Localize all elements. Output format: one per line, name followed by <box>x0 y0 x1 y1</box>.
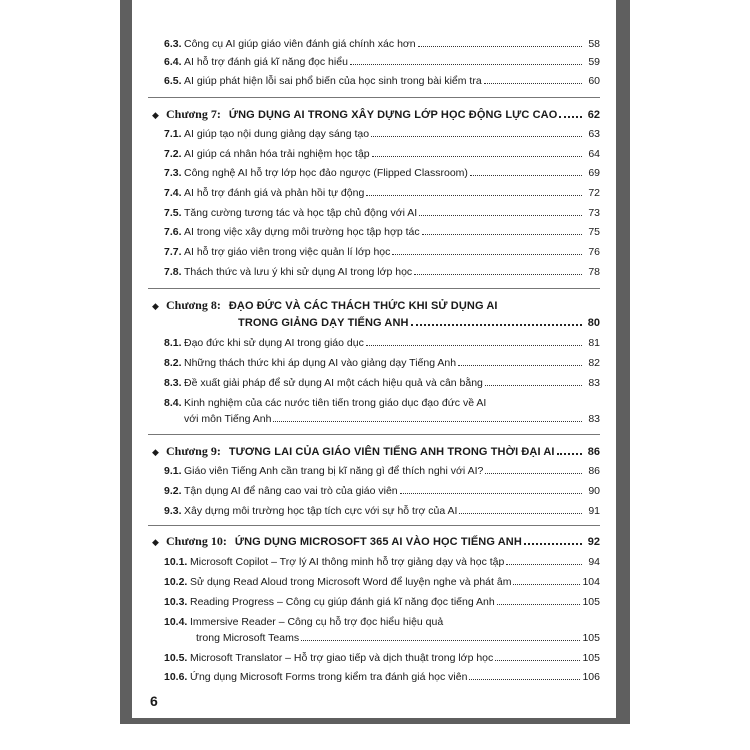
toc-title: AI giúp tạo nội dung giảng dạy sáng tạo <box>184 128 370 140</box>
toc-entry-6-5 <box>164 74 600 88</box>
toc-entry-7-3 <box>164 166 600 180</box>
page-shadow-left <box>120 0 132 720</box>
toc-page: 106 <box>582 671 600 683</box>
toc-chapter-10 <box>152 534 600 549</box>
chapter-title: TƯƠNG LAI CỦA GIÁO VIÊN TIẾNG ANH TRONG THỜI ĐẠI AI <box>228 446 555 458</box>
toc-number: 7.5. <box>164 207 182 219</box>
toc-entry-10-1 <box>164 555 600 569</box>
toc-title: AI hỗ trợ đánh giá kĩ năng đọc hiểu <box>184 56 348 68</box>
toc-entry-9-3 <box>164 504 600 518</box>
dot-leader <box>400 492 582 494</box>
toc-page: 104 <box>582 576 600 588</box>
section-divider <box>148 525 600 526</box>
toc-number: 8.3. <box>164 377 182 389</box>
toc-chapter-9 <box>152 444 600 459</box>
toc-entry-10-3 <box>164 595 600 609</box>
toc-title: Ứng dụng Microsoft Forms trong kiểm tra đánh giá học viên <box>190 671 468 683</box>
toc-entry-8-1 <box>164 336 600 350</box>
toc-entry-7-7 <box>164 245 600 259</box>
chapter-page: 80 <box>587 317 600 329</box>
toc-title: Immersive Reader – Công cụ hỗ trợ đọc hiểu hiệu quả <box>190 616 444 628</box>
toc-title: Tận dụng AI để nâng cao vai trò của giáo viên <box>184 485 398 497</box>
toc-number: 8.4. <box>164 397 182 409</box>
dot-leader <box>366 194 582 196</box>
dot-leader <box>484 82 582 84</box>
toc-page: 105 <box>582 596 600 608</box>
toc-page: 63 <box>588 128 600 140</box>
toc-number: 10.3. <box>164 596 188 608</box>
toc-title-line2: với môn Tiếng Anh <box>184 413 272 425</box>
toc-title: AI hỗ trợ giáo viên trong việc quản lí lớp học <box>184 246 391 258</box>
dot-leader <box>392 253 582 255</box>
toc-title: Giáo viên Tiếng Anh cần trang bị kĩ năng gì để thích nghi với AI? <box>184 465 484 477</box>
section-divider <box>148 288 600 289</box>
chapter-label: Chương 8: <box>166 298 221 312</box>
toc-title: AI trong việc xây dựng môi trường học tập hợp tác <box>184 226 420 238</box>
diamond-bullet-icon: ◆ <box>152 110 159 120</box>
dot-leader <box>414 273 582 275</box>
toc-title: Công cụ AI giúp giáo viên đánh giá chính xác hơn <box>184 38 416 50</box>
toc-number: 7.2. <box>164 148 182 160</box>
toc-title: Xây dựng môi trường học tập tích cực với sự hỗ trợ của AI <box>184 505 458 517</box>
toc-page: 64 <box>588 148 600 160</box>
toc-page: 83 <box>588 413 600 425</box>
toc-page: 86 <box>588 465 600 477</box>
dot-leader <box>371 135 582 137</box>
toc-page: 72 <box>588 187 600 199</box>
chapter-title: ỨNG DỤNG AI TRONG XÂY DỰNG LỚP HỌC ĐỘNG LỰC CAO <box>228 109 558 121</box>
toc-entry-8-2 <box>164 356 600 370</box>
toc-title: Reading Progress – Công cụ giúp đánh giá kĩ năng đọc tiếng Anh <box>190 596 495 608</box>
chapter-page: 86 <box>587 446 600 458</box>
toc-entry-6-4 <box>164 55 600 69</box>
toc-entry-9-1 <box>164 464 600 478</box>
toc-title: Đạo đức khi sử dụng AI trong giáo dục <box>184 337 364 349</box>
toc-entry-9-2 <box>164 484 600 498</box>
toc-title: Công nghệ AI hỗ trợ lớp học đảo ngược (Flipped Classroom) <box>184 167 468 179</box>
toc-title: Đề xuất giải pháp để sử dụng AI một cách hiệu quả và cân bằng <box>184 377 483 389</box>
dot-leader <box>506 563 582 565</box>
toc-page: 94 <box>588 556 600 568</box>
toc-title: AI giúp cá nhân hóa trải nghiệm học tập <box>184 148 370 160</box>
toc-entry-7-4 <box>164 186 600 200</box>
toc-number: 6.4. <box>164 56 182 68</box>
toc-entry-10-2 <box>164 575 600 589</box>
dot-leader <box>458 364 582 366</box>
toc-title: Tăng cường tương tác và học tập chủ động với AI <box>184 207 418 219</box>
toc-number: 7.4. <box>164 187 182 199</box>
toc-title: Microsoft Translator – Hỗ trợ giao tiếp và dịch thuật trong lớp học <box>190 652 494 664</box>
toc-number: 7.1. <box>164 128 182 140</box>
toc-title: AI giúp phát hiện lỗi sai phổ biến của học sinh trong bài kiểm tra <box>184 75 482 87</box>
toc-number: 7.3. <box>164 167 182 179</box>
toc-entry-7-2 <box>164 147 600 161</box>
dot-leader <box>459 512 582 514</box>
toc-number: 6.5. <box>164 75 182 87</box>
toc-title: Sử dụng Read Aloud trong Microsoft Word để luyện nghe và phát âm <box>190 576 512 588</box>
dot-leader <box>497 603 581 605</box>
toc-entry-8-3 <box>164 376 600 390</box>
toc-number: 8.2. <box>164 357 182 369</box>
dot-leader <box>372 155 582 157</box>
toc-page: 58 <box>588 38 600 50</box>
dot-leader <box>485 472 582 474</box>
dot-leader <box>469 678 580 680</box>
chapter-label: Chương 7: <box>166 107 221 121</box>
dot-leader <box>411 323 582 326</box>
dot-leader <box>273 420 582 422</box>
toc-entry-10-5 <box>164 651 600 665</box>
toc-entry-6-3 <box>164 37 600 51</box>
toc-title: Thách thức và lưu ý khi sử dụng AI trong lớp học <box>184 266 413 278</box>
dot-leader <box>557 452 582 455</box>
toc-entry-7-5 <box>164 206 600 220</box>
dot-leader <box>419 214 582 216</box>
toc-page: 69 <box>588 167 600 179</box>
toc-number: 7.6. <box>164 226 182 238</box>
toc-entry-10-6 <box>164 670 600 684</box>
toc-entry-7-1 <box>164 127 600 141</box>
toc-number: 9.2. <box>164 485 182 497</box>
toc-chapter-8 <box>152 298 600 313</box>
dot-leader <box>495 659 580 661</box>
chapter-page: 62 <box>587 109 600 121</box>
diamond-bullet-icon: ◆ <box>152 301 159 311</box>
toc-title: Kinh nghiệm của các nước tiên tiến trong giáo dục đạo đức về AI <box>184 397 487 409</box>
toc-number: 7.7. <box>164 246 182 258</box>
diamond-bullet-icon: ◆ <box>152 447 159 457</box>
toc-number: 10.2. <box>164 576 188 588</box>
toc-entry-8-4-line2 <box>184 412 600 426</box>
toc-page: 90 <box>588 485 600 497</box>
toc-title: AI hỗ trợ đánh giá và phản hồi tự động <box>184 187 365 199</box>
toc-number: 7.8. <box>164 266 182 278</box>
toc-entry-10-4 <box>164 615 600 629</box>
toc-number: 8.1. <box>164 337 182 349</box>
toc-page: 105 <box>582 652 600 664</box>
dot-leader <box>513 583 580 585</box>
chapter-title: ĐẠO ĐỨC VÀ CÁC THÁCH THỨC KHI SỬ DỤNG AI <box>228 300 498 312</box>
dot-leader <box>418 45 582 47</box>
toc-page: 105 <box>582 632 600 644</box>
toc-title-line2: trong Microsoft Teams <box>196 632 300 644</box>
toc-number: 6.3. <box>164 38 182 50</box>
toc-page: 78 <box>588 266 600 278</box>
toc-title: Những thách thức khi áp dụng AI vào giảng dạy Tiếng Anh <box>184 357 457 369</box>
section-divider <box>148 97 600 98</box>
dot-leader <box>350 63 582 65</box>
toc-page: 76 <box>588 246 600 258</box>
page-number: 6 <box>150 693 158 709</box>
chapter-title: ỨNG DỤNG MICROSOFT 365 AI VÀO HỌC TIẾNG ANH <box>234 536 522 548</box>
toc-entry-7-6 <box>164 225 600 239</box>
page-shadow-bottom <box>120 718 630 724</box>
dot-leader <box>485 384 582 386</box>
chapter-page: 92 <box>587 536 600 548</box>
dot-leader <box>301 639 580 641</box>
toc-number: 9.3. <box>164 505 182 517</box>
dot-leader <box>470 174 582 176</box>
diamond-bullet-icon: ◆ <box>152 537 159 547</box>
toc-chapter-7 <box>152 107 600 122</box>
toc-entry-7-8 <box>164 265 600 279</box>
toc-number: 10.1. <box>164 556 188 568</box>
toc-page: 91 <box>588 505 600 517</box>
toc-page: 82 <box>588 357 600 369</box>
chapter-title-line2: TRONG GIẢNG DẠY TIẾNG ANH <box>238 317 409 329</box>
dot-leader <box>422 233 582 235</box>
dot-leader <box>559 115 582 118</box>
toc-number: 10.4. <box>164 616 188 628</box>
chapter-label: Chương 10: <box>166 534 227 548</box>
toc-page: 75 <box>588 226 600 238</box>
toc-entry-8-4 <box>164 396 600 410</box>
toc-page: 60 <box>588 75 600 87</box>
chapter-label: Chương 9: <box>166 444 221 458</box>
toc-page: 73 <box>588 207 600 219</box>
toc-page: 81 <box>588 337 600 349</box>
toc-number: 10.6. <box>164 671 188 683</box>
dot-leader <box>524 542 582 545</box>
page-shadow-right <box>616 0 630 720</box>
toc-title: Microsoft Copilot – Trợ lý AI thông minh hỗ trợ giảng dạy và học tập <box>190 556 505 568</box>
dot-leader <box>366 344 582 346</box>
toc-page: 83 <box>588 377 600 389</box>
toc-number: 9.1. <box>164 465 182 477</box>
toc-number: 10.5. <box>164 652 188 664</box>
toc-page: 59 <box>588 56 600 68</box>
toc-entry-10-4-line2 <box>196 631 600 645</box>
toc-chapter-8-line2 <box>238 316 600 330</box>
section-divider <box>148 434 600 435</box>
